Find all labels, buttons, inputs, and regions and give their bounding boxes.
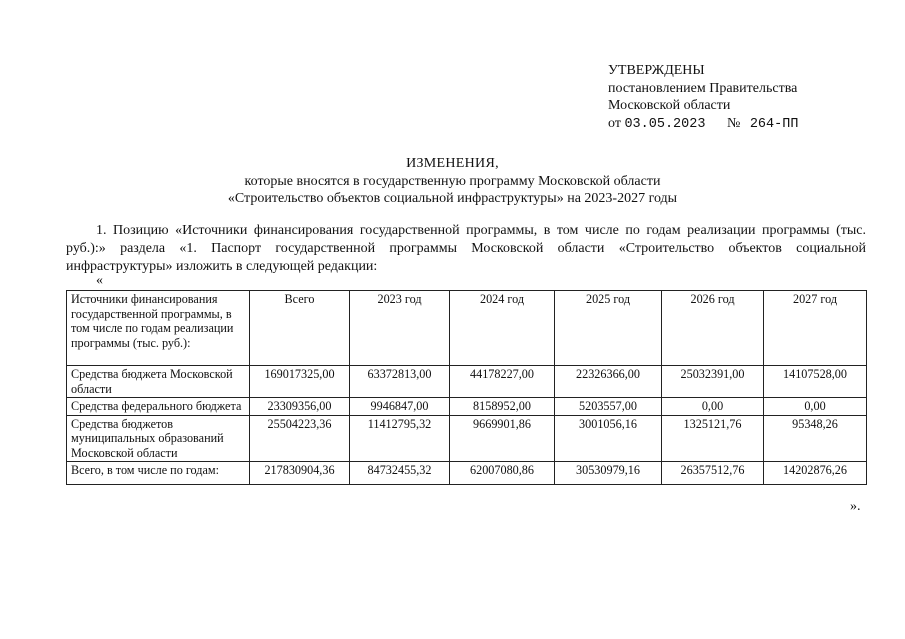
header-cell-2024: 2024 год: [450, 291, 555, 366]
header-cell-total: Всего: [250, 291, 350, 366]
opening-quote: «: [96, 273, 103, 288]
table-cell: 217830904,36: [250, 462, 350, 485]
table-cell: 5203557,00: [555, 398, 662, 416]
table-cell: 25032391,00: [662, 366, 764, 398]
table-row-total: [67, 462, 867, 485]
table-row: [67, 415, 867, 462]
closing-quote: ».: [850, 499, 861, 514]
table-cell: 8158952,00: [450, 398, 555, 416]
table-cell: 9946847,00: [350, 398, 450, 416]
approval-line-1: постановлением Правительства: [608, 80, 798, 96]
financing-table: [66, 290, 867, 485]
approval-line-2: Московской области: [608, 98, 731, 113]
table-cell: 26357512,76: [662, 462, 764, 485]
row-label: Всего, в том числе по годам:: [67, 462, 250, 485]
document-title: ИЗМЕНЕНИЯ,: [406, 156, 499, 171]
table-row: [67, 366, 867, 398]
table-cell: 1325121,76: [662, 415, 764, 462]
approval-date: 03.05.2023: [624, 116, 706, 132]
from-label: от: [608, 115, 621, 131]
table-cell: 11412795,32: [350, 415, 450, 462]
table-cell: 25504223,36: [250, 415, 350, 462]
paragraph-text: 1. Позицию «Источники финансирования государственной программы, в том числе по годам реализации программы (тыс. руб.):» раздела «1. Паспорт государственной программы Московской области «Строительство объектов социальной инфраструктуры» изложить в следующей редакции:: [66, 223, 866, 274]
body-paragraph: [66, 222, 866, 276]
header-cell-sources: Источники финансирования государственной программы, в том числе по годам реализации программы (тыс. руб.):: [67, 291, 250, 366]
table-header-row: [67, 291, 867, 366]
approval-block: [608, 62, 798, 133]
table-cell: 3001056,16: [555, 415, 662, 462]
table-cell: 14107528,00: [764, 366, 867, 398]
table-cell: 62007080,86: [450, 462, 555, 485]
table-cell: 9669901,86: [450, 415, 555, 462]
approval-date-line: [608, 115, 798, 134]
document-heading: [0, 155, 905, 208]
row-label: Средства бюджета Московской области: [67, 366, 250, 398]
table-cell: 84732455,32: [350, 462, 450, 485]
table-cell: 0,00: [764, 398, 867, 416]
header-cell-2027: 2027 год: [764, 291, 867, 366]
table-cell: 0,00: [662, 398, 764, 416]
table-cell: 63372813,00: [350, 366, 450, 398]
header-cell-2023: 2023 год: [350, 291, 450, 366]
table-cell: 22326366,00: [555, 366, 662, 398]
heading-line-2: «Строительство объектов социальной инфраструктуры» на 2023-2027 годы: [227, 191, 678, 206]
header-cell-2025: 2025 год: [555, 291, 662, 366]
heading-line-1: которые вносятся в государственную программу Московской области: [244, 173, 661, 189]
approval-number: 264-ПП: [749, 116, 799, 132]
table-cell: 44178227,00: [450, 366, 555, 398]
table-cell: 23309356,00: [250, 398, 350, 416]
number-sign: №: [726, 115, 741, 131]
table-cell: 30530979,16: [555, 462, 662, 485]
table-row: [67, 398, 867, 416]
table-cell: 95348,26: [764, 415, 867, 462]
header-cell-2026: 2026 год: [662, 291, 764, 366]
table-cell: 169017325,00: [250, 366, 350, 398]
table-cell: 14202876,26: [764, 462, 867, 485]
approval-title: УТВЕРЖДЕНЫ: [608, 63, 705, 78]
row-label: Средства федерального бюджета: [67, 398, 250, 416]
row-label: Средства бюджетов муниципальных образований Московской области: [67, 415, 250, 462]
